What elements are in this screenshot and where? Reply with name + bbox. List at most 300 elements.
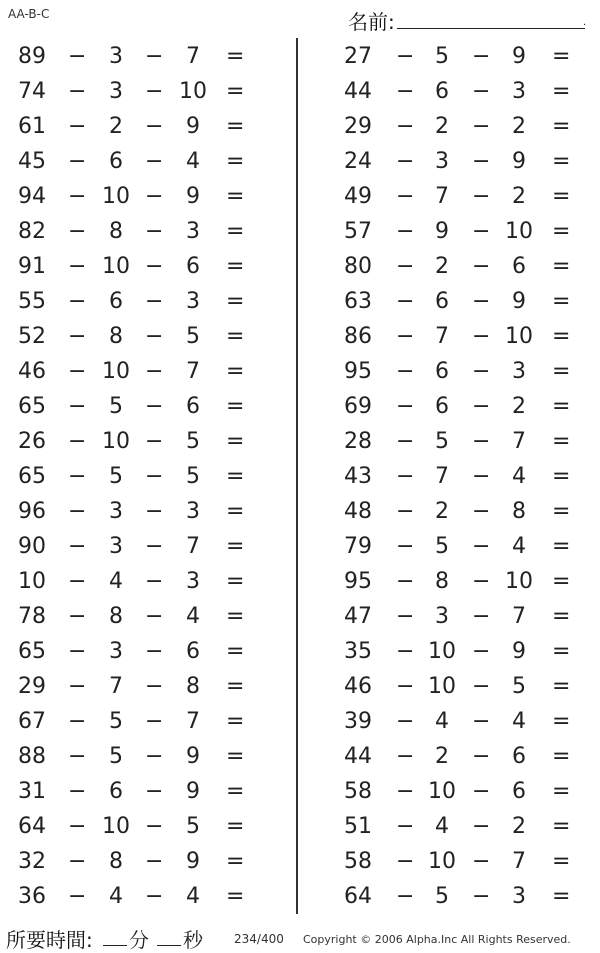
operand-1: 52 bbox=[18, 324, 46, 349]
minus-sign: − bbox=[68, 394, 87, 419]
minus-sign: − bbox=[68, 219, 87, 244]
minus-sign: − bbox=[68, 639, 87, 664]
operand-3: 2 bbox=[512, 394, 526, 419]
minus-sign: − bbox=[145, 394, 164, 419]
minus-sign: − bbox=[68, 709, 87, 734]
problem-row bbox=[330, 843, 600, 878]
operand-2: 7 bbox=[109, 674, 123, 699]
minus-sign: − bbox=[472, 639, 491, 664]
problem-row bbox=[330, 213, 600, 248]
equals-sign: = bbox=[226, 324, 245, 349]
operand-3: 2 bbox=[512, 114, 526, 139]
operand-2: 5 bbox=[435, 44, 449, 69]
operand-1: 69 bbox=[344, 394, 372, 419]
operand-1: 27 bbox=[344, 44, 372, 69]
operand-3: 2 bbox=[512, 814, 526, 839]
equals-sign: = bbox=[552, 499, 571, 524]
operand-3: 3 bbox=[186, 219, 200, 244]
problem-row bbox=[0, 248, 270, 283]
operand-2: 3 bbox=[109, 79, 123, 104]
operand-1: 63 bbox=[344, 289, 372, 314]
operand-1: 46 bbox=[18, 359, 46, 384]
equals-sign: = bbox=[226, 429, 245, 454]
equals-sign: = bbox=[226, 394, 245, 419]
equals-sign: = bbox=[552, 79, 571, 104]
operand-1: 89 bbox=[18, 44, 46, 69]
operand-1: 95 bbox=[344, 569, 372, 594]
operand-2: 8 bbox=[109, 604, 123, 629]
minus-sign: − bbox=[68, 884, 87, 909]
minus-sign: − bbox=[396, 149, 415, 174]
column-divider bbox=[296, 38, 298, 914]
minus-sign: − bbox=[472, 499, 491, 524]
problem-row bbox=[330, 668, 600, 703]
operand-1: 80 bbox=[344, 254, 372, 279]
equals-sign: = bbox=[226, 499, 245, 524]
operand-1: 36 bbox=[18, 884, 46, 909]
operand-2: 6 bbox=[435, 394, 449, 419]
equals-sign: = bbox=[552, 639, 571, 664]
minus-sign: − bbox=[145, 219, 164, 244]
equals-sign: = bbox=[552, 44, 571, 69]
minus-sign: − bbox=[472, 464, 491, 489]
problem-row bbox=[330, 808, 600, 843]
seconds-label: 秒 bbox=[183, 928, 203, 952]
operand-2: 7 bbox=[435, 324, 449, 349]
operand-3: 3 bbox=[186, 289, 200, 314]
minus-sign: − bbox=[68, 44, 87, 69]
problem-row bbox=[330, 528, 600, 563]
operand-2: 7 bbox=[435, 184, 449, 209]
minus-sign: − bbox=[396, 219, 415, 244]
operand-2: 10 bbox=[102, 184, 130, 209]
minus-sign: − bbox=[145, 254, 164, 279]
minus-sign: − bbox=[145, 569, 164, 594]
minus-sign: − bbox=[396, 44, 415, 69]
equals-sign: = bbox=[226, 744, 245, 769]
minus-sign: − bbox=[472, 324, 491, 349]
minus-sign: − bbox=[145, 429, 164, 454]
minus-sign: − bbox=[145, 359, 164, 384]
operand-1: 94 bbox=[18, 184, 46, 209]
operand-1: 78 bbox=[18, 604, 46, 629]
operand-2: 5 bbox=[435, 884, 449, 909]
minus-sign: − bbox=[145, 324, 164, 349]
equals-sign: = bbox=[226, 779, 245, 804]
operand-3: 7 bbox=[186, 534, 200, 559]
equals-sign: = bbox=[552, 814, 571, 839]
operand-3: 5 bbox=[186, 814, 200, 839]
minus-sign: − bbox=[68, 814, 87, 839]
name-end-dot: . bbox=[583, 17, 587, 28]
minus-sign: − bbox=[68, 324, 87, 349]
equals-sign: = bbox=[226, 44, 245, 69]
operand-3: 6 bbox=[186, 254, 200, 279]
problem-row bbox=[0, 773, 270, 808]
problem-row bbox=[0, 423, 270, 458]
minus-sign: − bbox=[396, 394, 415, 419]
operand-2: 6 bbox=[109, 289, 123, 314]
minus-sign: − bbox=[472, 289, 491, 314]
equals-sign: = bbox=[552, 709, 571, 734]
operand-1: 35 bbox=[344, 639, 372, 664]
minus-sign: − bbox=[396, 289, 415, 314]
problem-row bbox=[330, 318, 600, 353]
operand-3: 5 bbox=[186, 464, 200, 489]
operand-3: 9 bbox=[512, 289, 526, 314]
equals-sign: = bbox=[552, 744, 571, 769]
equals-sign: = bbox=[226, 639, 245, 664]
operand-1: 86 bbox=[344, 324, 372, 349]
operand-3: 6 bbox=[512, 744, 526, 769]
operand-3: 10 bbox=[505, 569, 533, 594]
operand-3: 6 bbox=[186, 639, 200, 664]
equals-sign: = bbox=[226, 289, 245, 314]
problem-row bbox=[0, 878, 270, 913]
operand-2: 8 bbox=[435, 569, 449, 594]
equals-sign: = bbox=[226, 219, 245, 244]
operand-2: 3 bbox=[109, 534, 123, 559]
operand-1: 57 bbox=[344, 219, 372, 244]
minus-sign: − bbox=[472, 44, 491, 69]
minus-sign: − bbox=[472, 604, 491, 629]
problem-row bbox=[330, 283, 600, 318]
operand-1: 95 bbox=[344, 359, 372, 384]
problem-row bbox=[330, 388, 600, 423]
problem-row bbox=[0, 283, 270, 318]
minus-sign: − bbox=[68, 744, 87, 769]
operand-2: 2 bbox=[435, 499, 449, 524]
operand-1: 90 bbox=[18, 534, 46, 559]
minus-sign: − bbox=[145, 674, 164, 699]
operand-1: 47 bbox=[344, 604, 372, 629]
time-label: 所要時間: bbox=[6, 928, 93, 952]
operand-3: 5 bbox=[512, 674, 526, 699]
problem-row bbox=[330, 423, 600, 458]
minus-sign: − bbox=[145, 149, 164, 174]
operand-3: 4 bbox=[512, 464, 526, 489]
problem-row bbox=[0, 703, 270, 738]
operand-3: 4 bbox=[186, 149, 200, 174]
problem-row bbox=[0, 668, 270, 703]
operand-3: 4 bbox=[512, 534, 526, 559]
operand-2: 2 bbox=[109, 114, 123, 139]
equals-sign: = bbox=[552, 114, 571, 139]
problem-row bbox=[330, 773, 600, 808]
operand-1: 88 bbox=[18, 744, 46, 769]
problem-row bbox=[330, 738, 600, 773]
minus-sign: − bbox=[472, 429, 491, 454]
problem-row bbox=[0, 738, 270, 773]
equals-sign: = bbox=[552, 219, 571, 244]
operand-1: 49 bbox=[344, 184, 372, 209]
problem-row bbox=[330, 458, 600, 493]
operand-1: 64 bbox=[344, 884, 372, 909]
operand-3: 7 bbox=[512, 429, 526, 454]
operand-2: 3 bbox=[109, 44, 123, 69]
equals-sign: = bbox=[552, 674, 571, 699]
minus-sign: − bbox=[68, 464, 87, 489]
minus-sign: − bbox=[145, 849, 164, 874]
operand-1: 29 bbox=[344, 114, 372, 139]
operand-3: 8 bbox=[186, 674, 200, 699]
operand-3: 3 bbox=[512, 359, 526, 384]
operand-2: 10 bbox=[102, 429, 130, 454]
name-label: 名前: bbox=[348, 10, 395, 34]
operand-2: 2 bbox=[435, 254, 449, 279]
minus-sign: − bbox=[396, 639, 415, 664]
operand-1: 43 bbox=[344, 464, 372, 489]
minus-sign: − bbox=[145, 709, 164, 734]
operand-3: 5 bbox=[186, 429, 200, 454]
minus-sign: − bbox=[472, 534, 491, 559]
equals-sign: = bbox=[226, 114, 245, 139]
equals-sign: = bbox=[226, 604, 245, 629]
problem-row bbox=[0, 318, 270, 353]
operand-2: 5 bbox=[435, 534, 449, 559]
problem-row bbox=[0, 458, 270, 493]
operand-1: 55 bbox=[18, 289, 46, 314]
operand-2: 4 bbox=[435, 709, 449, 734]
equals-sign: = bbox=[552, 289, 571, 314]
problem-row bbox=[0, 213, 270, 248]
operand-1: 26 bbox=[18, 429, 46, 454]
operand-2: 5 bbox=[109, 464, 123, 489]
operand-3: 6 bbox=[512, 254, 526, 279]
operand-3: 3 bbox=[512, 884, 526, 909]
operand-1: 39 bbox=[344, 709, 372, 734]
equals-sign: = bbox=[226, 569, 245, 594]
name-blank bbox=[397, 28, 585, 29]
equals-sign: = bbox=[552, 184, 571, 209]
operand-3: 7 bbox=[512, 849, 526, 874]
problem-row bbox=[330, 248, 600, 283]
operand-2: 10 bbox=[428, 674, 456, 699]
minus-sign: − bbox=[145, 744, 164, 769]
operand-3: 9 bbox=[186, 744, 200, 769]
problem-row bbox=[0, 598, 270, 633]
operand-1: 48 bbox=[344, 499, 372, 524]
operand-2: 6 bbox=[435, 359, 449, 384]
minus-sign: − bbox=[472, 744, 491, 769]
minus-sign: − bbox=[472, 674, 491, 699]
problem-row bbox=[0, 843, 270, 878]
operand-3: 9 bbox=[186, 779, 200, 804]
minus-sign: − bbox=[396, 849, 415, 874]
operand-1: 24 bbox=[344, 149, 372, 174]
minus-sign: − bbox=[145, 464, 164, 489]
minus-sign: − bbox=[68, 254, 87, 279]
minus-sign: − bbox=[396, 744, 415, 769]
minus-sign: − bbox=[396, 359, 415, 384]
problem-row bbox=[330, 598, 600, 633]
problem-row bbox=[0, 563, 270, 598]
operand-3: 4 bbox=[186, 604, 200, 629]
operand-1: 46 bbox=[344, 674, 372, 699]
problem-row bbox=[0, 528, 270, 563]
operand-3: 9 bbox=[512, 149, 526, 174]
equals-sign: = bbox=[226, 674, 245, 699]
minus-sign: − bbox=[145, 499, 164, 524]
minus-sign: − bbox=[68, 149, 87, 174]
equals-sign: = bbox=[226, 359, 245, 384]
operand-1: 44 bbox=[344, 744, 372, 769]
operand-2: 10 bbox=[428, 779, 456, 804]
minus-sign: − bbox=[472, 114, 491, 139]
equals-sign: = bbox=[552, 394, 571, 419]
operand-1: 45 bbox=[18, 149, 46, 174]
operand-1: 44 bbox=[344, 79, 372, 104]
operand-3: 2 bbox=[512, 184, 526, 209]
operand-2: 5 bbox=[435, 429, 449, 454]
minutes-label: 分 bbox=[129, 928, 149, 952]
operand-2: 6 bbox=[435, 289, 449, 314]
left-problem-column bbox=[0, 38, 270, 913]
minus-sign: − bbox=[68, 499, 87, 524]
minus-sign: − bbox=[396, 884, 415, 909]
minus-sign: − bbox=[396, 604, 415, 629]
operand-3: 9 bbox=[512, 44, 526, 69]
operand-3: 6 bbox=[186, 394, 200, 419]
operand-3: 7 bbox=[186, 44, 200, 69]
operand-3: 4 bbox=[512, 709, 526, 734]
minus-sign: − bbox=[145, 884, 164, 909]
equals-sign: = bbox=[226, 254, 245, 279]
minus-sign: − bbox=[472, 219, 491, 244]
operand-2: 3 bbox=[435, 149, 449, 174]
minus-sign: − bbox=[145, 114, 164, 139]
equals-sign: = bbox=[552, 604, 571, 629]
operand-1: 32 bbox=[18, 849, 46, 874]
minus-sign: − bbox=[68, 289, 87, 314]
minus-sign: − bbox=[396, 79, 415, 104]
operand-3: 7 bbox=[186, 709, 200, 734]
operand-2: 3 bbox=[435, 604, 449, 629]
operand-3: 9 bbox=[186, 114, 200, 139]
minus-sign: − bbox=[396, 114, 415, 139]
problem-row bbox=[330, 108, 600, 143]
operand-3: 9 bbox=[186, 849, 200, 874]
operand-1: 74 bbox=[18, 79, 46, 104]
operand-2: 4 bbox=[109, 569, 123, 594]
operand-3: 3 bbox=[186, 499, 200, 524]
minus-sign: − bbox=[145, 639, 164, 664]
minus-sign: − bbox=[68, 79, 87, 104]
problem-row bbox=[0, 73, 270, 108]
equals-sign: = bbox=[552, 464, 571, 489]
equals-sign: = bbox=[552, 569, 571, 594]
minus-sign: − bbox=[68, 114, 87, 139]
minus-sign: − bbox=[396, 184, 415, 209]
problem-row bbox=[330, 563, 600, 598]
operand-2: 4 bbox=[435, 814, 449, 839]
problem-row bbox=[330, 878, 600, 913]
operand-3: 8 bbox=[512, 499, 526, 524]
minus-sign: − bbox=[472, 79, 491, 104]
minus-sign: − bbox=[396, 779, 415, 804]
problem-row bbox=[330, 703, 600, 738]
equals-sign: = bbox=[552, 254, 571, 279]
operand-2: 2 bbox=[435, 744, 449, 769]
equals-sign: = bbox=[552, 884, 571, 909]
minus-sign: − bbox=[68, 184, 87, 209]
minus-sign: − bbox=[472, 184, 491, 209]
seconds-blank bbox=[157, 945, 181, 946]
worksheet-code: AA-B-C bbox=[8, 7, 50, 21]
operand-1: 64 bbox=[18, 814, 46, 839]
operand-1: 28 bbox=[344, 429, 372, 454]
operand-2: 4 bbox=[109, 884, 123, 909]
operand-3: 3 bbox=[512, 79, 526, 104]
operand-2: 3 bbox=[109, 639, 123, 664]
minus-sign: − bbox=[145, 779, 164, 804]
operand-1: 79 bbox=[344, 534, 372, 559]
minus-sign: − bbox=[472, 254, 491, 279]
minus-sign: − bbox=[472, 779, 491, 804]
operand-3: 10 bbox=[179, 79, 207, 104]
problem-row bbox=[330, 353, 600, 388]
minus-sign: − bbox=[145, 184, 164, 209]
operand-3: 7 bbox=[512, 604, 526, 629]
problem-row bbox=[330, 493, 600, 528]
operand-3: 10 bbox=[505, 324, 533, 349]
operand-3: 4 bbox=[186, 884, 200, 909]
minus-sign: − bbox=[396, 814, 415, 839]
minus-sign: − bbox=[145, 289, 164, 314]
equals-sign: = bbox=[226, 884, 245, 909]
operand-2: 5 bbox=[109, 394, 123, 419]
minus-sign: − bbox=[472, 884, 491, 909]
operand-2: 3 bbox=[109, 499, 123, 524]
operand-1: 82 bbox=[18, 219, 46, 244]
minus-sign: − bbox=[472, 359, 491, 384]
operand-1: 29 bbox=[18, 674, 46, 699]
minus-sign: − bbox=[68, 604, 87, 629]
minus-sign: − bbox=[396, 324, 415, 349]
operand-3: 7 bbox=[186, 359, 200, 384]
equals-sign: = bbox=[226, 464, 245, 489]
minus-sign: − bbox=[68, 674, 87, 699]
equals-sign: = bbox=[226, 79, 245, 104]
minus-sign: − bbox=[472, 149, 491, 174]
operand-2: 8 bbox=[109, 324, 123, 349]
equals-sign: = bbox=[552, 849, 571, 874]
operand-3: 9 bbox=[512, 639, 526, 664]
operand-1: 67 bbox=[18, 709, 46, 734]
operand-2: 8 bbox=[109, 849, 123, 874]
operand-2: 5 bbox=[109, 709, 123, 734]
operand-1: 65 bbox=[18, 394, 46, 419]
minus-sign: − bbox=[472, 709, 491, 734]
operand-2: 2 bbox=[435, 114, 449, 139]
minus-sign: − bbox=[396, 464, 415, 489]
operand-2: 9 bbox=[435, 219, 449, 244]
problem-row bbox=[0, 388, 270, 423]
operand-1: 51 bbox=[344, 814, 372, 839]
problem-row bbox=[0, 493, 270, 528]
equals-sign: = bbox=[552, 149, 571, 174]
minus-sign: − bbox=[396, 569, 415, 594]
minus-sign: − bbox=[396, 674, 415, 699]
problem-row bbox=[0, 38, 270, 73]
minus-sign: − bbox=[396, 709, 415, 734]
minus-sign: − bbox=[472, 569, 491, 594]
minus-sign: − bbox=[396, 429, 415, 454]
equals-sign: = bbox=[226, 814, 245, 839]
minus-sign: − bbox=[472, 849, 491, 874]
problem-row bbox=[330, 178, 600, 213]
operand-1: 65 bbox=[18, 464, 46, 489]
